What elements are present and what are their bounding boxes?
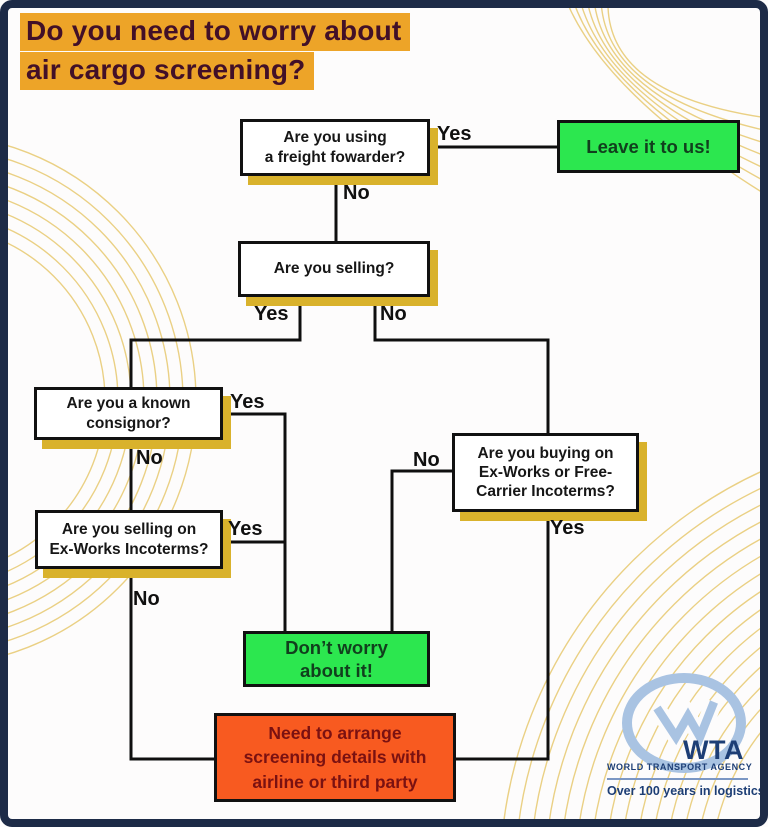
node-text: consignor? (86, 414, 171, 432)
edge-label-yes-freight: Yes (437, 123, 472, 145)
node-text: Are you selling? (273, 260, 395, 278)
logo-company-name: WORLD TRANSPORT AGENCY (607, 762, 753, 772)
edge-label-yes-consignor: Yes (230, 391, 265, 413)
edge-label-yes-exworks: Yes (228, 518, 263, 540)
title-line-1: Do you need to worry about (20, 13, 410, 51)
node-text: Are you using (283, 129, 387, 147)
node-text: a freight fowarder? (264, 148, 406, 166)
edge-label-no-exworks: No (133, 588, 160, 610)
edge-label-yes-selling: Yes (254, 303, 289, 325)
edge-label-yes-buying: Yes (550, 517, 585, 539)
node-text: airline or third party (252, 771, 418, 792)
node-answer-dont-worry (243, 631, 430, 687)
node-text: Ex-Works Incoterms? (49, 540, 209, 558)
node-text: Ex-Works or Free- (478, 463, 613, 481)
node-text: screening details with (243, 747, 427, 768)
node-text: Don’t worry (285, 636, 388, 658)
page-title (20, 13, 410, 91)
node-question-freight-forwarder (240, 119, 430, 176)
edge-label-no-freight: No (343, 182, 370, 204)
node-question-buying-incoterms (452, 433, 639, 512)
node-text: Need to arrange (268, 723, 402, 744)
edge-label-no-buying: No (413, 449, 440, 471)
node-text: Leave it to us! (586, 135, 711, 157)
title-line-2: air cargo screening? (20, 52, 314, 90)
node-answer-leave-it-to-us (557, 120, 740, 173)
logo-acronym: WTA (683, 735, 744, 765)
node-text: Are you selling on (61, 521, 197, 539)
node-text: Are you buying on (477, 444, 614, 462)
edge-label-no-consignor: No (136, 447, 163, 469)
node-text: about it! (300, 660, 373, 681)
node-question-selling-exworks (35, 510, 223, 569)
node-text: Are you a known (66, 395, 191, 413)
node-answer-arrange-screening (214, 713, 456, 802)
edge-label-no-selling: No (380, 303, 407, 325)
node-question-are-you-selling (238, 241, 430, 297)
logo-divider (607, 778, 748, 780)
logo-tagline: Over 100 years in logistics (607, 784, 765, 798)
node-question-known-consignor (34, 387, 223, 440)
node-text: Carrier Incoterms? (476, 483, 615, 501)
